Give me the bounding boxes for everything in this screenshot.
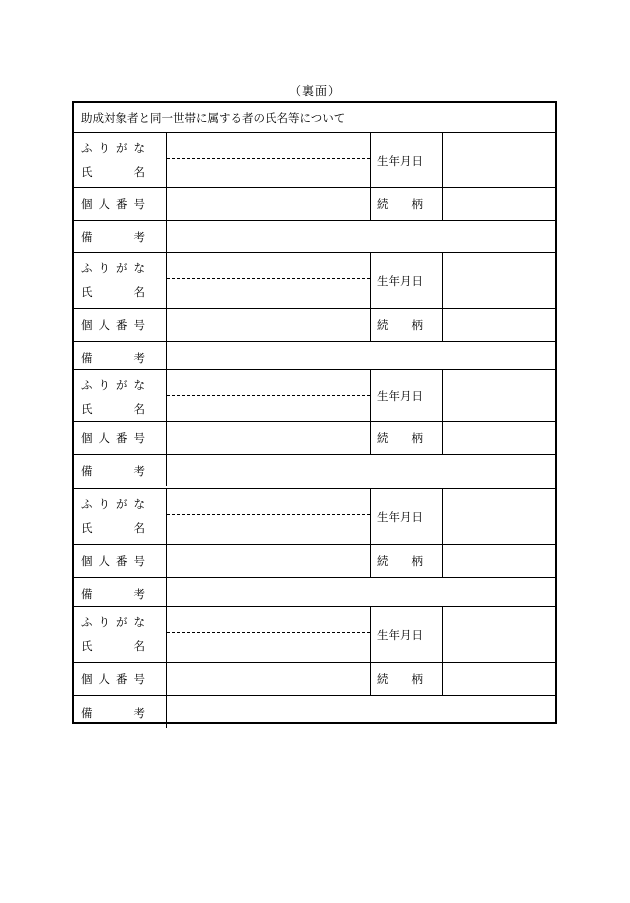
remarks-label-left: 備 bbox=[81, 464, 93, 478]
my-number-field[interactable] bbox=[167, 663, 370, 696]
relationship-label-right: 柄 bbox=[411, 431, 423, 445]
furigana-label: ふりがな bbox=[81, 261, 151, 275]
my-number-label: 個人番号 bbox=[81, 431, 151, 445]
my-number-label: 個人番号 bbox=[81, 197, 151, 211]
relationship-label bbox=[377, 672, 423, 686]
my-number-row bbox=[74, 187, 555, 220]
name-row bbox=[74, 132, 555, 187]
my-number-row bbox=[74, 544, 555, 577]
furigana-label: ふりがな bbox=[81, 615, 151, 629]
remarks-field[interactable] bbox=[167, 578, 555, 609]
birthdate-label: 生年月日 bbox=[377, 389, 423, 403]
name-label-left: 氏 bbox=[81, 165, 93, 179]
my-number-field[interactable] bbox=[167, 422, 370, 455]
name-label bbox=[81, 402, 145, 416]
my-number-label: 個人番号 bbox=[81, 318, 151, 332]
my-number-row bbox=[74, 308, 555, 341]
name-label-right: 名 bbox=[133, 521, 145, 535]
relationship-label bbox=[377, 197, 423, 211]
relationship-label-right: 柄 bbox=[411, 197, 423, 211]
relationship-field[interactable] bbox=[443, 545, 555, 578]
my-number-row bbox=[74, 421, 555, 454]
remarks-label bbox=[81, 464, 145, 478]
name-field[interactable] bbox=[167, 279, 370, 308]
name-label-left: 氏 bbox=[81, 639, 93, 653]
name-label bbox=[81, 165, 145, 179]
remarks-label-left: 備 bbox=[81, 230, 93, 244]
birthdate-field[interactable] bbox=[443, 133, 555, 188]
furigana-field[interactable] bbox=[167, 607, 370, 632]
remarks-field[interactable] bbox=[167, 696, 555, 729]
name-label bbox=[81, 521, 145, 535]
relationship-field[interactable] bbox=[443, 663, 555, 696]
furigana-field[interactable] bbox=[167, 489, 370, 514]
furigana-field[interactable] bbox=[167, 253, 370, 278]
name-field[interactable] bbox=[167, 515, 370, 544]
my-number-field[interactable] bbox=[167, 188, 370, 221]
remarks-label-right: 考 bbox=[133, 706, 145, 720]
name-field[interactable] bbox=[167, 396, 370, 421]
relationship-label-left: 続 bbox=[377, 197, 389, 211]
my-number-field[interactable] bbox=[167, 309, 370, 342]
remarks-label-left: 備 bbox=[81, 351, 93, 365]
relationship-field[interactable] bbox=[443, 422, 555, 455]
remarks-row bbox=[74, 577, 555, 608]
relationship-label-left: 続 bbox=[377, 318, 389, 332]
remarks-label-left: 備 bbox=[81, 706, 93, 720]
furigana-field[interactable] bbox=[167, 133, 370, 158]
household-members-form bbox=[72, 101, 557, 724]
name-label-right: 名 bbox=[133, 165, 145, 179]
remarks-label bbox=[81, 230, 145, 244]
relationship-field[interactable] bbox=[443, 309, 555, 342]
relationship-label bbox=[377, 554, 423, 568]
remarks-label bbox=[81, 706, 145, 720]
name-row bbox=[74, 488, 555, 544]
remarks-row bbox=[74, 695, 555, 728]
name-row bbox=[74, 252, 555, 308]
relationship-label-right: 柄 bbox=[411, 672, 423, 686]
remarks-field[interactable] bbox=[167, 455, 555, 487]
birthdate-label: 生年月日 bbox=[377, 274, 423, 288]
name-label-left: 氏 bbox=[81, 521, 93, 535]
remarks-label bbox=[81, 351, 145, 365]
name-label-left: 氏 bbox=[81, 285, 93, 299]
birthdate-label: 生年月日 bbox=[377, 510, 423, 524]
furigana-label: ふりがな bbox=[81, 497, 151, 511]
relationship-label bbox=[377, 431, 423, 445]
page-heading: （裏面） bbox=[288, 84, 341, 98]
birthdate-field[interactable] bbox=[443, 253, 555, 309]
name-label-right: 名 bbox=[133, 639, 145, 653]
my-number-field[interactable] bbox=[167, 545, 370, 578]
form-title-row bbox=[74, 103, 555, 133]
my-number-label: 個人番号 bbox=[81, 672, 151, 686]
name-label bbox=[81, 639, 145, 653]
name-label bbox=[81, 285, 145, 299]
relationship-label-right: 柄 bbox=[411, 554, 423, 568]
furigana-label: ふりがな bbox=[81, 141, 151, 155]
furigana-field[interactable] bbox=[167, 370, 370, 395]
name-label-left: 氏 bbox=[81, 402, 93, 416]
name-row bbox=[74, 369, 555, 421]
birthdate-field[interactable] bbox=[443, 489, 555, 545]
birthdate-label: 生年月日 bbox=[377, 628, 423, 642]
remarks-label-right: 考 bbox=[133, 351, 145, 365]
name-row bbox=[74, 606, 555, 662]
remarks-label-right: 考 bbox=[133, 587, 145, 601]
remarks-label bbox=[81, 587, 145, 601]
name-field[interactable] bbox=[167, 159, 370, 187]
name-label-right: 名 bbox=[133, 402, 145, 416]
relationship-label-left: 続 bbox=[377, 672, 389, 686]
relationship-label-left: 続 bbox=[377, 431, 389, 445]
remarks-label-right: 考 bbox=[133, 464, 145, 478]
relationship-field[interactable] bbox=[443, 188, 555, 221]
name-label-right: 名 bbox=[133, 285, 145, 299]
remarks-row bbox=[74, 454, 555, 486]
remarks-label-right: 考 bbox=[133, 230, 145, 244]
relationship-label-right: 柄 bbox=[411, 318, 423, 332]
furigana-label: ふりがな bbox=[81, 378, 151, 392]
my-number-label: 個人番号 bbox=[81, 554, 151, 568]
remarks-label-left: 備 bbox=[81, 587, 93, 601]
birthdate-field[interactable] bbox=[443, 607, 555, 663]
my-number-row bbox=[74, 662, 555, 695]
birthdate-label: 生年月日 bbox=[377, 154, 423, 168]
relationship-label bbox=[377, 318, 423, 332]
remarks-field[interactable] bbox=[167, 221, 555, 253]
name-field[interactable] bbox=[167, 633, 370, 662]
remarks-row bbox=[74, 220, 555, 252]
relationship-label-left: 続 bbox=[377, 554, 389, 568]
form-title: 助成対象者と同一世帯に属する者の氏名等について bbox=[81, 111, 346, 125]
birthdate-field[interactable] bbox=[443, 370, 555, 422]
